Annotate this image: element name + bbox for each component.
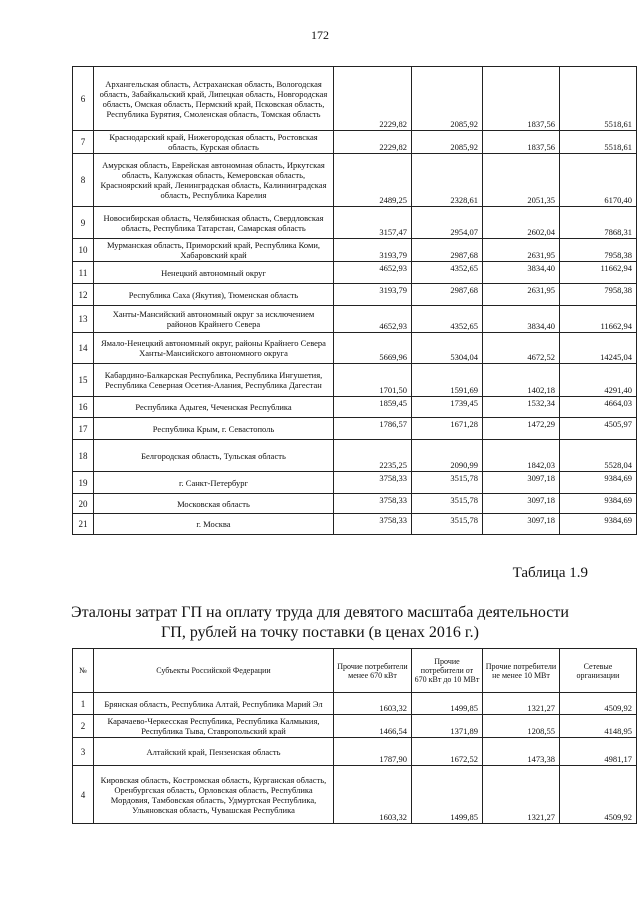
value-cell: 9384,69 [560,472,637,494]
value-cell: 5518,61 [560,67,637,131]
row-number: 17 [73,418,94,440]
value-cell: 1842,03 [483,440,560,472]
table-row [73,738,637,766]
value-cell: 3758,33 [334,514,412,535]
table-row [73,333,637,364]
table-row [73,154,637,207]
tariff-table-continuation [72,66,637,535]
value-cell: 2602,04 [483,207,560,239]
table-row [73,207,637,239]
value-cell: 4652,93 [334,262,412,284]
table-label: Таблица 1.9 [512,565,588,581]
subject-cell: Краснодарский край, Нижегородская область, Ростовская область, Курская область [94,131,334,154]
value-cell: 3193,79 [334,239,412,262]
value-cell: 1837,56 [483,67,560,131]
value-cell: 1499,85 [412,693,483,715]
page-number: 172 [311,28,329,42]
value-cell: 14245,04 [560,333,637,364]
header-number: № [73,649,94,693]
subject-cell: Амурская область, Еврейская автономная область, Иркутская область, Калужская область, Кемеровская область, Красноярский край, Ленинградская область, Калининградская область, Республика Карелия [94,154,334,207]
value-cell: 11662,94 [560,306,637,333]
value-cell: 3157,47 [334,207,412,239]
table-row [73,262,637,284]
value-cell: 4509,92 [560,693,637,715]
value-cell: 1371,89 [412,715,483,738]
value-cell: 1321,27 [483,766,560,824]
value-cell: 1672,52 [412,738,483,766]
row-number: 13 [73,306,94,333]
value-cell: 1466,54 [334,715,412,738]
header-consumers-under-670kw: Прочие потребители менее 670 кВт [334,649,412,693]
value-cell: 4664,03 [560,397,637,418]
subject-cell: Кировская область, Костромская область, Курганская область, Оренбургская область, Орловская область, Республика Мордовия, Тамбовская область, Удмуртская Республика, Ульяновская область, Чувашская Республика [94,766,334,824]
header-grid-organizations: Сетевые организации [560,649,637,693]
value-cell: 1859,45 [334,397,412,418]
table-row [73,131,637,154]
table-row [73,494,637,514]
tariff-table-1-9-body [73,693,637,824]
value-cell: 7958,38 [560,284,637,306]
value-cell: 5528,04 [560,440,637,472]
table-row [73,440,637,472]
value-cell: 3193,79 [334,284,412,306]
row-number: 21 [73,514,94,535]
subject-cell: Кабардино-Балкарская Республика, Республика Ингушетия, Республика Северная Осетия-Алания, Республика Дагестан [94,364,334,397]
value-cell: 1499,85 [412,766,483,824]
value-cell: 1532,34 [483,397,560,418]
value-cell: 1786,57 [334,418,412,440]
value-cell: 3515,78 [412,514,483,535]
subject-cell: Московская область [94,494,334,514]
value-cell: 5669,96 [334,333,412,364]
table-row [73,239,637,262]
table-row [73,472,637,494]
value-cell: 2085,92 [412,131,483,154]
value-cell: 1837,56 [483,131,560,154]
value-cell: 4652,93 [334,306,412,333]
table-row [73,284,637,306]
value-cell: 2954,07 [412,207,483,239]
subject-cell: Ямало-Ненецкий автономный округ, районы Крайнего Севера Ханты-Мансийского автономного округа [94,333,334,364]
table-row [73,67,637,131]
value-cell: 1402,18 [483,364,560,397]
row-number: 7 [73,131,94,154]
table-row [73,306,637,333]
subject-cell: Мурманская область, Приморский край, Республика Коми, Хабаровский край [94,239,334,262]
value-cell: 5304,04 [412,333,483,364]
row-number: 12 [73,284,94,306]
value-cell: 1603,32 [334,693,412,715]
row-number: 8 [73,154,94,207]
subject-cell: Республика Крым, г. Севастополь [94,418,334,440]
table-row [73,364,637,397]
value-cell: 3097,18 [483,514,560,535]
subject-cell: Новосибирская область, Челябинская область, Свердловская область, Республика Татарстан, Самарская область [94,207,334,239]
value-cell: 2631,95 [483,284,560,306]
subject-cell: Алтайский край, Пензенская область [94,738,334,766]
row-number: 20 [73,494,94,514]
value-cell: 3097,18 [483,494,560,514]
subject-cell: г. Санкт-Петербург [94,472,334,494]
row-number: 14 [73,333,94,364]
value-cell: 1739,45 [412,397,483,418]
value-cell: 4981,17 [560,738,637,766]
row-number: 18 [73,440,94,472]
value-cell: 2631,95 [483,239,560,262]
value-cell: 7958,38 [560,239,637,262]
header-consumers-over-10mw: Прочие потребители не менее 10 МВт [483,649,560,693]
value-cell: 4505,97 [560,418,637,440]
value-cell: 5518,61 [560,131,637,154]
subject-cell: Республика Саха (Якутия), Тюменская область [94,284,334,306]
subject-cell: Ханты-Мансийский автономный округ за исключением районов Крайнего Севера [94,306,334,333]
value-cell: 3515,78 [412,472,483,494]
table-header-row [73,649,637,693]
table-title-line-2: ГП, рублей на точку поставки (в ценах 2016 г.) [161,624,479,641]
subject-cell: г. Москва [94,514,334,535]
row-number: 1 [73,693,94,715]
row-number: 11 [73,262,94,284]
value-cell: 2489,25 [334,154,412,207]
value-cell: 9384,69 [560,494,637,514]
value-cell: 1472,29 [483,418,560,440]
value-cell: 2085,92 [412,67,483,131]
table-title-line-1: Эталоны затрат ГП на оплату труда для девятого масштаба деятельности [71,604,569,621]
value-cell: 2229,82 [334,131,412,154]
table-row [73,766,637,824]
row-number: 4 [73,766,94,824]
row-number: 15 [73,364,94,397]
row-number: 9 [73,207,94,239]
value-cell: 1208,55 [483,715,560,738]
value-cell: 4509,92 [560,766,637,824]
value-cell: 4352,65 [412,262,483,284]
row-number: 10 [73,239,94,262]
table-title [0,603,640,643]
table-row [73,514,637,535]
value-cell: 1473,38 [483,738,560,766]
subject-cell: Ненецкий автономный округ [94,262,334,284]
value-cell: 3758,33 [334,494,412,514]
value-cell: 2051,35 [483,154,560,207]
value-cell: 1671,28 [412,418,483,440]
tariff-table-1-9 [72,648,637,824]
value-cell: 6170,40 [560,154,637,207]
value-cell: 9384,69 [560,514,637,535]
value-cell: 1591,69 [412,364,483,397]
value-cell: 2235,25 [334,440,412,472]
value-cell: 7868,31 [560,207,637,239]
subject-cell: Карачаево-Черкесская Республика, Республика Калмыкия, Республика Тыва, Ставропольский край [94,715,334,738]
value-cell: 3758,33 [334,472,412,494]
value-cell: 4291,40 [560,364,637,397]
row-number: 16 [73,397,94,418]
value-cell: 2328,61 [412,154,483,207]
value-cell: 1701,50 [334,364,412,397]
header-subject: Субъекты Российской Федерации [94,649,334,693]
table-row [73,397,637,418]
row-number: 3 [73,738,94,766]
value-cell: 2229,82 [334,67,412,131]
header-consumers-670kw-10mw: Прочие потребители от 670 кВт до 10 МВт [412,649,483,693]
value-cell: 11662,94 [560,262,637,284]
subject-cell: Архангельская область, Астраханская область, Вологодская область, Забайкальский край, Липецкая область, Новгородская область, Омская область, Пермский край, Псковская область, Республика Бурятия, Смоленская область, Томская область [94,67,334,131]
subject-cell: Белгородская область, Тульская область [94,440,334,472]
value-cell: 4352,65 [412,306,483,333]
value-cell: 4672,52 [483,333,560,364]
row-number: 6 [73,67,94,131]
table-row [73,715,637,738]
row-number: 2 [73,715,94,738]
value-cell: 2090,99 [412,440,483,472]
tariff-table-continuation-body [73,67,637,535]
value-cell: 3097,18 [483,472,560,494]
subject-cell: Брянская область, Республика Алтай, Республика Марий Эл [94,693,334,715]
value-cell: 1321,27 [483,693,560,715]
value-cell: 2987,68 [412,284,483,306]
value-cell: 2987,68 [412,239,483,262]
value-cell: 1787,90 [334,738,412,766]
table-row [73,418,637,440]
value-cell: 3515,78 [412,494,483,514]
value-cell: 3834,40 [483,306,560,333]
row-number: 19 [73,472,94,494]
value-cell: 1603,32 [334,766,412,824]
subject-cell: Республика Адыгея, Чеченская Республика [94,397,334,418]
value-cell: 4148,95 [560,715,637,738]
table-row [73,693,637,715]
value-cell: 3834,40 [483,262,560,284]
